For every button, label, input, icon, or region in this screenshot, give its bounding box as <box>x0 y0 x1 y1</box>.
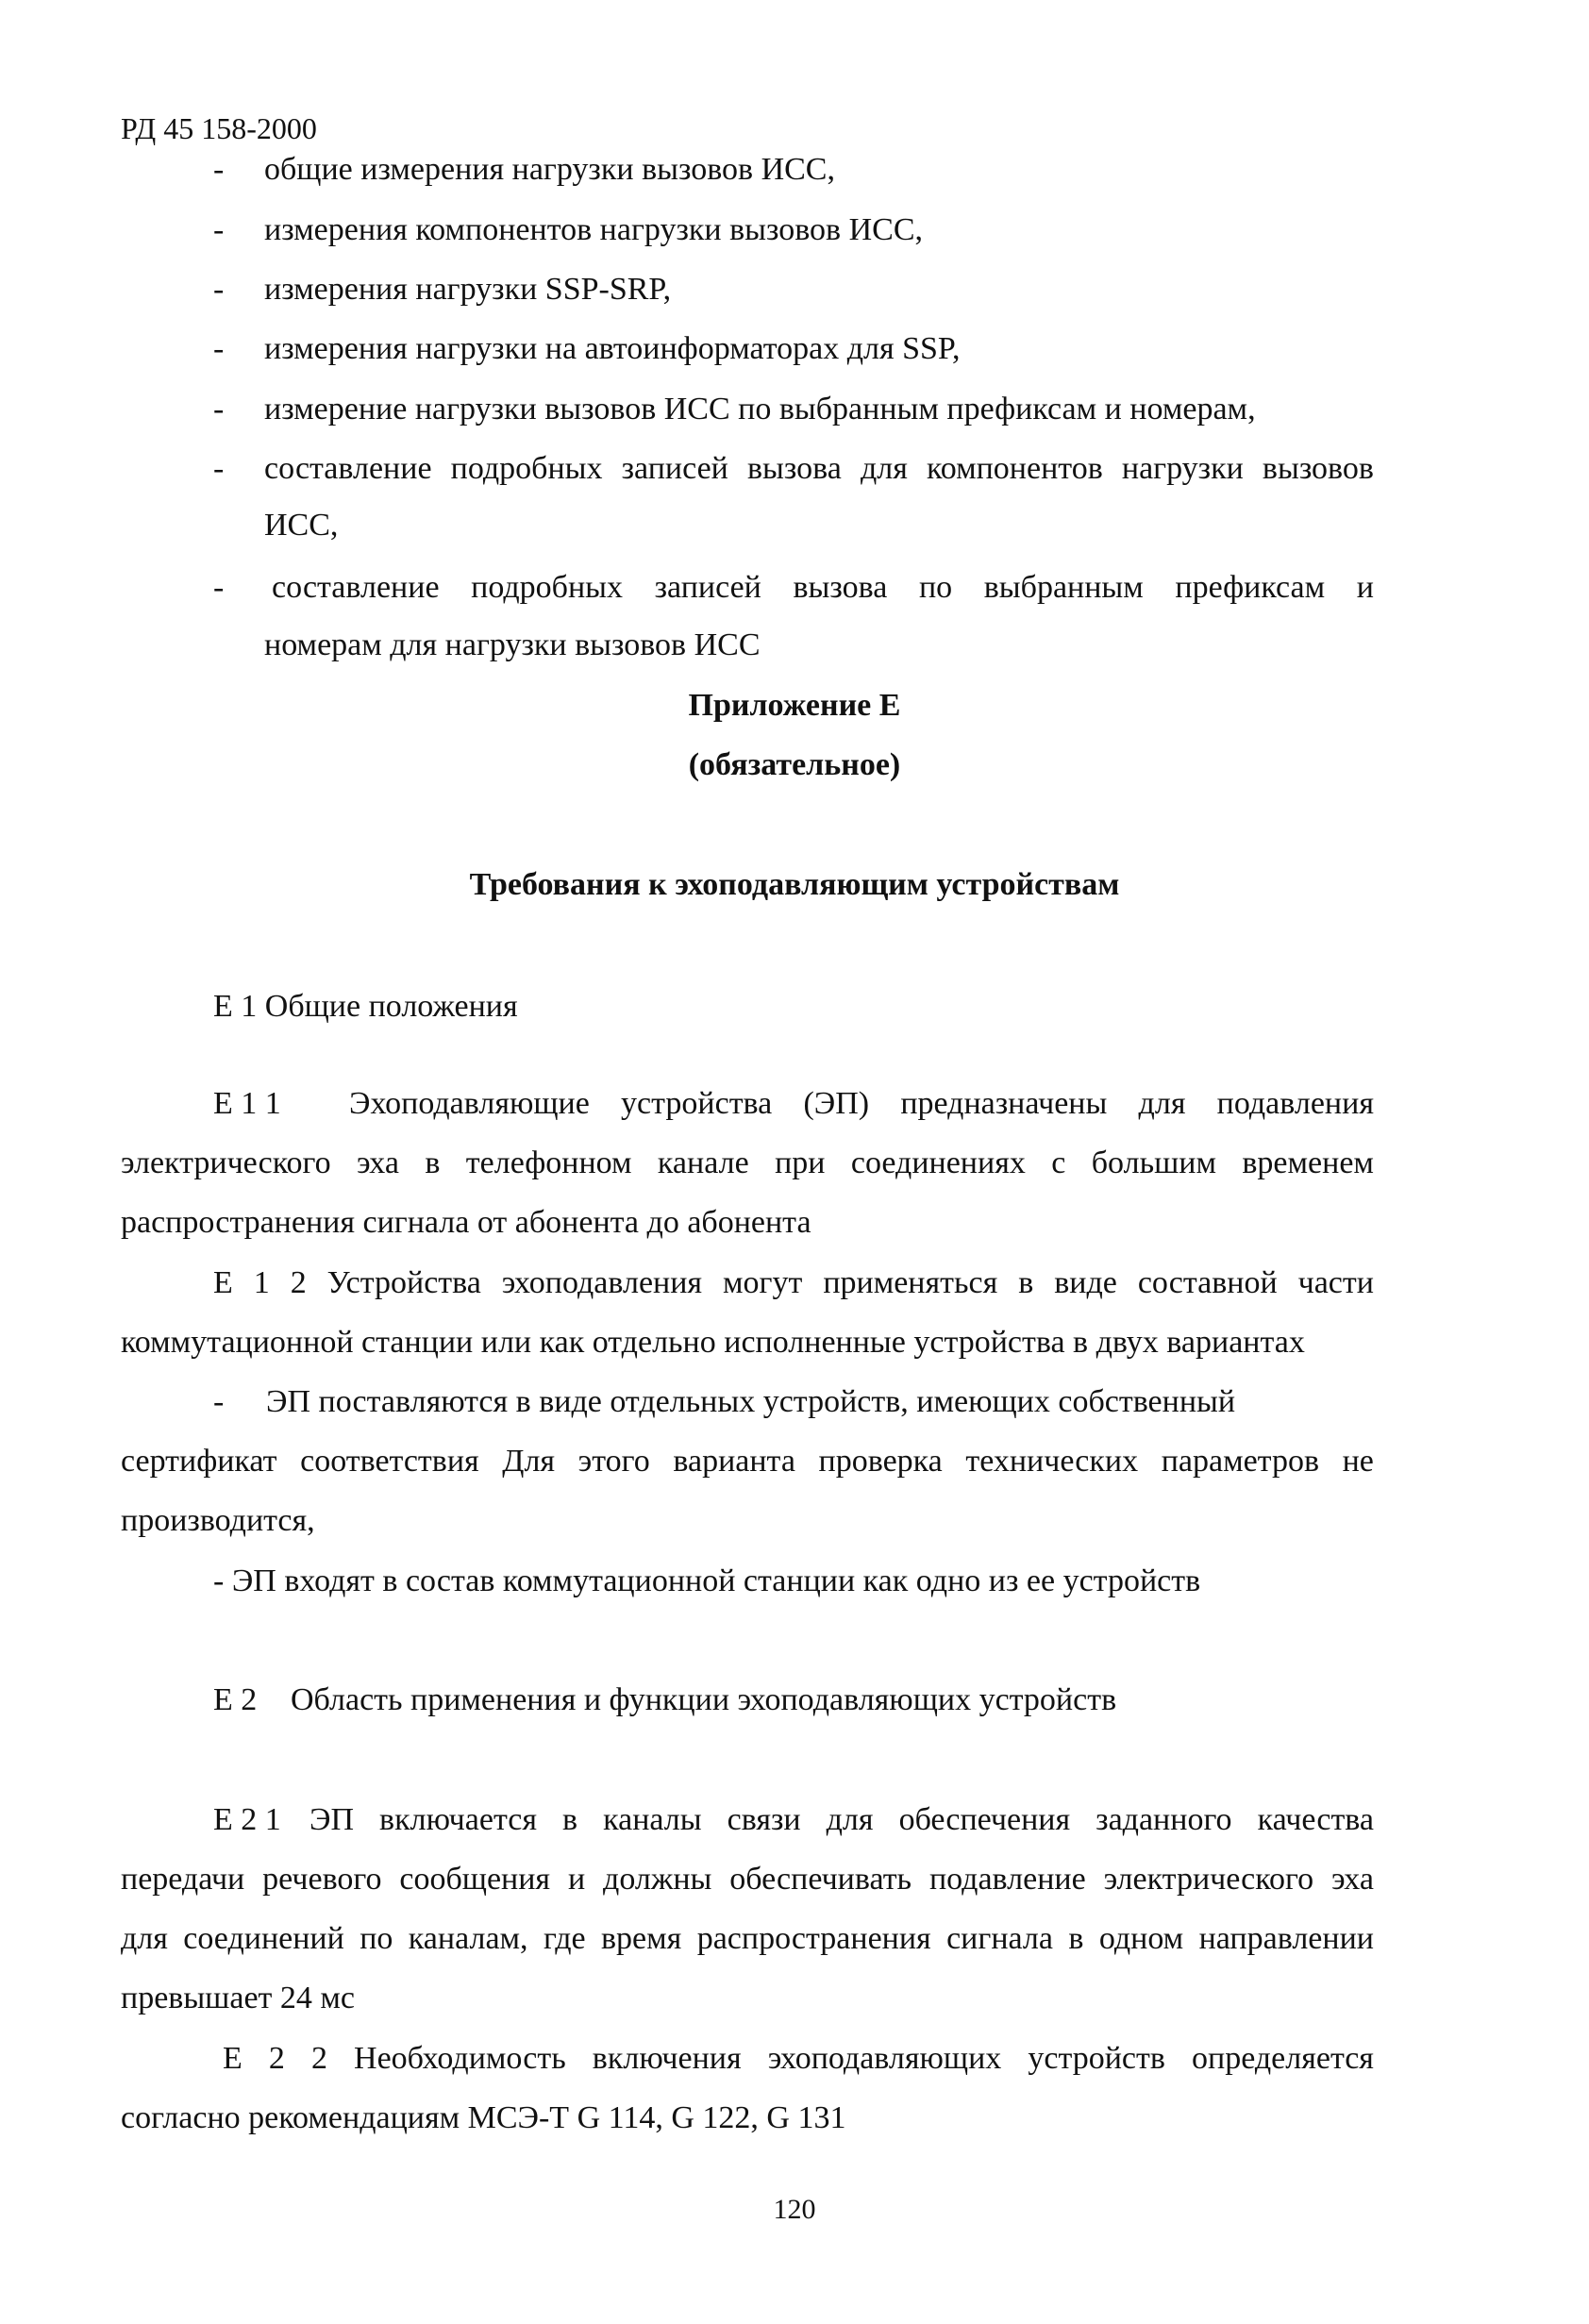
list-item: - ЭП входят в состав коммутационной станции как одно из ее устройств <box>213 1563 1201 1598</box>
list-item: ЭП поставляются в виде отдельных устройств, имеющих собственный <box>266 1384 1236 1419</box>
bullet-dash: - <box>213 451 225 486</box>
section-e2-title: Область применения и функции эхоподавляющих устройств <box>291 1682 1117 1717</box>
bullet-dash: - <box>213 152 225 187</box>
paragraph-line: согласно рекомендациям МСЭ-Т G 114, G 122, G 131 <box>121 2100 846 2135</box>
list-item: общие измерения нагрузки вызовов ИСС, <box>264 152 835 187</box>
appendix-status: (обязательное) <box>688 747 901 782</box>
list-item-continuation: номерам для нагрузки вызовов ИСС <box>264 627 761 662</box>
section-e1-title: Е 1 Общие положения <box>213 989 518 1024</box>
paragraph-line: передачи речевого сообщения и должны обеспечивать подавление электрического эха <box>121 1862 1374 1897</box>
paragraph-line: электрического эха в телефонном канале при соединениях с большим временем <box>121 1145 1374 1180</box>
paragraph-line: производится, <box>121 1503 315 1538</box>
list-item: измерения нагрузки SSP-SRP, <box>264 272 672 307</box>
paragraph-line: распространения сигнала от абонента до абонента <box>121 1205 811 1240</box>
paragraph-line: для соединений по каналам, где время распространения сигнала в одном направлении <box>121 1921 1374 1956</box>
section-e2-number: Е 2 <box>213 1682 258 1717</box>
list-item: измерения нагрузки на автоинформаторах для SSP, <box>264 331 961 366</box>
paragraph-line: ЭП включается в каналы связи для обеспечения заданного качества <box>309 1802 1374 1837</box>
page-number: 120 <box>773 2194 816 2225</box>
bullet-dash: - <box>213 331 225 366</box>
list-item: измерение нагрузки вызовов ИСС по выбранным префиксам и номерам, <box>264 392 1256 426</box>
paragraph-line: превышает 24 мс <box>121 1981 356 2015</box>
paragraph-line: Е 1 2 Устройства эхоподавления могут применяться в виде составной части <box>213 1265 1374 1300</box>
paragraph-number: Е 2 1 <box>213 1802 281 1837</box>
list-item: составление подробных записей вызова для компонентов нагрузки вызовов <box>264 451 1374 486</box>
list-item-continuation: ИСС, <box>264 508 339 543</box>
doc-code-header: РД 45 158-2000 <box>121 111 317 145</box>
bullet-dash: - <box>213 392 225 426</box>
list-item: измерения компонентов нагрузки вызовов ИСС, <box>264 212 924 247</box>
paragraph-number: Е 1 1 <box>213 1086 281 1121</box>
paragraph-line: Е 2 2 Необходимость включения эхоподавляющих устройств определяется <box>223 2041 1374 2076</box>
appendix-heading: Требования к эхоподавляющим устройствам <box>469 867 1120 902</box>
bullet-dash: - <box>213 272 225 307</box>
bullet-dash: - <box>213 570 225 605</box>
bullet-dash: - <box>213 212 225 247</box>
paragraph-line: Эхоподавляющие устройства (ЭП) предназначены для подавления <box>349 1086 1374 1121</box>
paragraph-line: коммутационной станции или как отдельно исполненные устройства в двух вариантах <box>121 1325 1305 1360</box>
appendix-title: Приложение Е <box>688 688 901 723</box>
bullet-dash: - <box>213 1384 225 1419</box>
list-item: составление подробных записей вызова по выбранным префиксам и <box>272 570 1374 605</box>
paragraph-line: сертификат соответствия Для этого варианта проверка технических параметров не <box>121 1444 1374 1479</box>
